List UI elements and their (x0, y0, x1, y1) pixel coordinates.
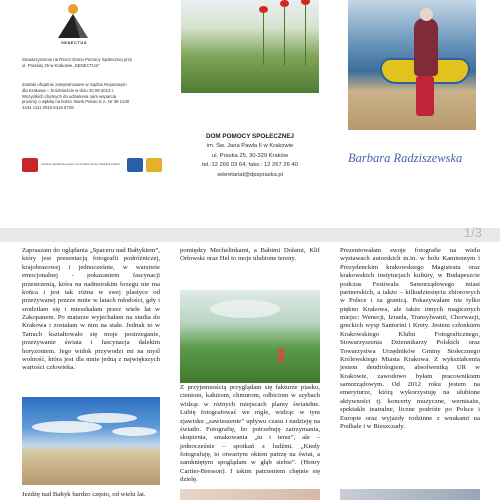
logo-label: SENECTUS (61, 40, 87, 45)
poppies-photo (181, 0, 319, 93)
dps-phone: tel.:12 266 03 64, faks.: 12 267 26 40 (202, 162, 298, 168)
registration-info: Zostało oficjalnie zarejestrowane w Sądzie Rejonowym dla Krakowa – Śródmieście w dniu 20.09.2013 r. Wszystkich chętnych do udzielenia nam wsparcia prosimy o wpłatę na konto :Bank Pekao S.A. Nr 38 1240 1444 1111 0010 5416 8728 (22, 82, 130, 111)
beach-photo (180, 290, 320, 383)
dps-name: im. Św. Jana Pawła II w Krakowie (206, 143, 294, 149)
bottom-photo-right (340, 489, 480, 500)
senectus-logo-icon (50, 0, 96, 40)
baltic-text-continued: Jeżdżę nad Bałtyk bardzo często, od wielu lat. (22, 491, 146, 498)
sponsor-text: Zadanie współfinansowane ze środków Gminy Miejskiej Kraków (41, 162, 121, 167)
dps-email: sekretariat@dpspraska.pl (217, 172, 283, 178)
partner-logo-icon (127, 158, 143, 172)
beach-sky-photo (22, 397, 160, 485)
photography-text: Z przyjemnością przyglądam się fakturze piasku, cieniom, kałużom, chmurom, odbiciom w szybach widząc w różnych miejscach plamy światełne. Lubię fotografować we mgle, widząc w tym zjawisku „zawieszenie” upływu czasu i nadzieję na światło. Fotografię, bo potrzebuję zatrzymania, skupienia, smakowania „tu i teraz”, ale – jednocześnie – spotkań z ludźmi. „Kiedy fotografuję, to otwartym okiem patrzę na świat, a zamkniętym spoglądam w głąb siebie”. (Henry Cartier-Bresson). I takim patrzeniem chętnie się dzielę. (180, 384, 320, 484)
brochure-page-2 (0, 242, 500, 500)
brochure-page-1 (0, 0, 500, 240)
author-name: Barbara Radziszewska (348, 151, 463, 165)
dps-title: DOM POMOCY SPOŁECZNEJ (205, 133, 295, 140)
author-with-boat-photo (348, 0, 476, 130)
favorite-places-text: pomiędzy Mechelinkami, a Babimi Dołami, Klif Orłowski oraz Hel to moje ulubione tereny. (180, 247, 320, 263)
sponsor-logos (22, 156, 162, 174)
association-name: Stowarzyszenie na Rzecz Domu Pomocy Społecznej przy ul. Praskiej 25 w Krakowie „SENECTUS” (22, 57, 133, 68)
exhibitions-text: Prezentowałam swoje fotografie na wielu wystawach autorskich m.in. w holu Kamiennym i Prezydenckim krakowskiego Magistratu oraz krakowskich instytucjach kultury, w Budapeszcie podczas Festiwalu Samorządowego miast partnerskich, a także – kilkudziesięciu zbiorowych w Polsce i za granicą. Pokazywałam nie tylko piękno Krakowa, ale także innych magicznych miejsc: Wenecji, Izraela, Transylwanii, Chorwacji, greckich wysp Santorini i Krety. Jestem członkiem Krakowskiego Klubu Fotograficznego, Stowarzyszenia Dziennikarzy Polskich oraz Towarzystwa Urzędników Gminy Stołecznego Królewskiego Miasta Krakowa. Z wykształcenia jestem dendrologiem, absolwentką UR w Krakowie, zawodowo byłam pracownikiem samorządowym. Od 2012 roku jestem na emeryturze, którą wykorzystuję na ulubione aktywności tj. koncerty muzyczne, wernisaże, spektakle teatralne, liczne podróże po Polsce i Europie oraz wyjazdy rodzinne z wnukami na Podhale i w Bieszczady. (340, 247, 480, 430)
city-crest-icon (22, 158, 38, 172)
partner-logo-icon (146, 158, 162, 172)
dps-address: ul. Praska 25, 30-329 Kraków (211, 153, 289, 159)
bottom-photo-middle (180, 489, 320, 500)
intro-text: Zapraszam do oglądania „Spaceru nad Bałtykiem”, który jest prezentacją fotografii podróżniczej, krajobrazowej i jednocześnie, w warstwie emocjonalnej - pokazaniem fascynacji przestrzenią, która na nadmorskim brzegu nie ma końca i jest tak różna w swej plastyce od przeżywanej przeze mnie w latach młodości, gdy i srodzilam się i mieszkałam przez wiele lat w Zakopanem. Po maturze wyjechałam na studia do Krakowa i zostałam w nim na stałe. Jednak to w Tatrach kształtowało się moje postrzeganie, przeżywanie świata i fascynacja dalekim horyzontem. Jego widok przywodzi mi na myśl wolność, która jest dla mnie jedną z największych wartości człowieka. (22, 247, 160, 372)
page-number: 1/3 (463, 225, 482, 240)
